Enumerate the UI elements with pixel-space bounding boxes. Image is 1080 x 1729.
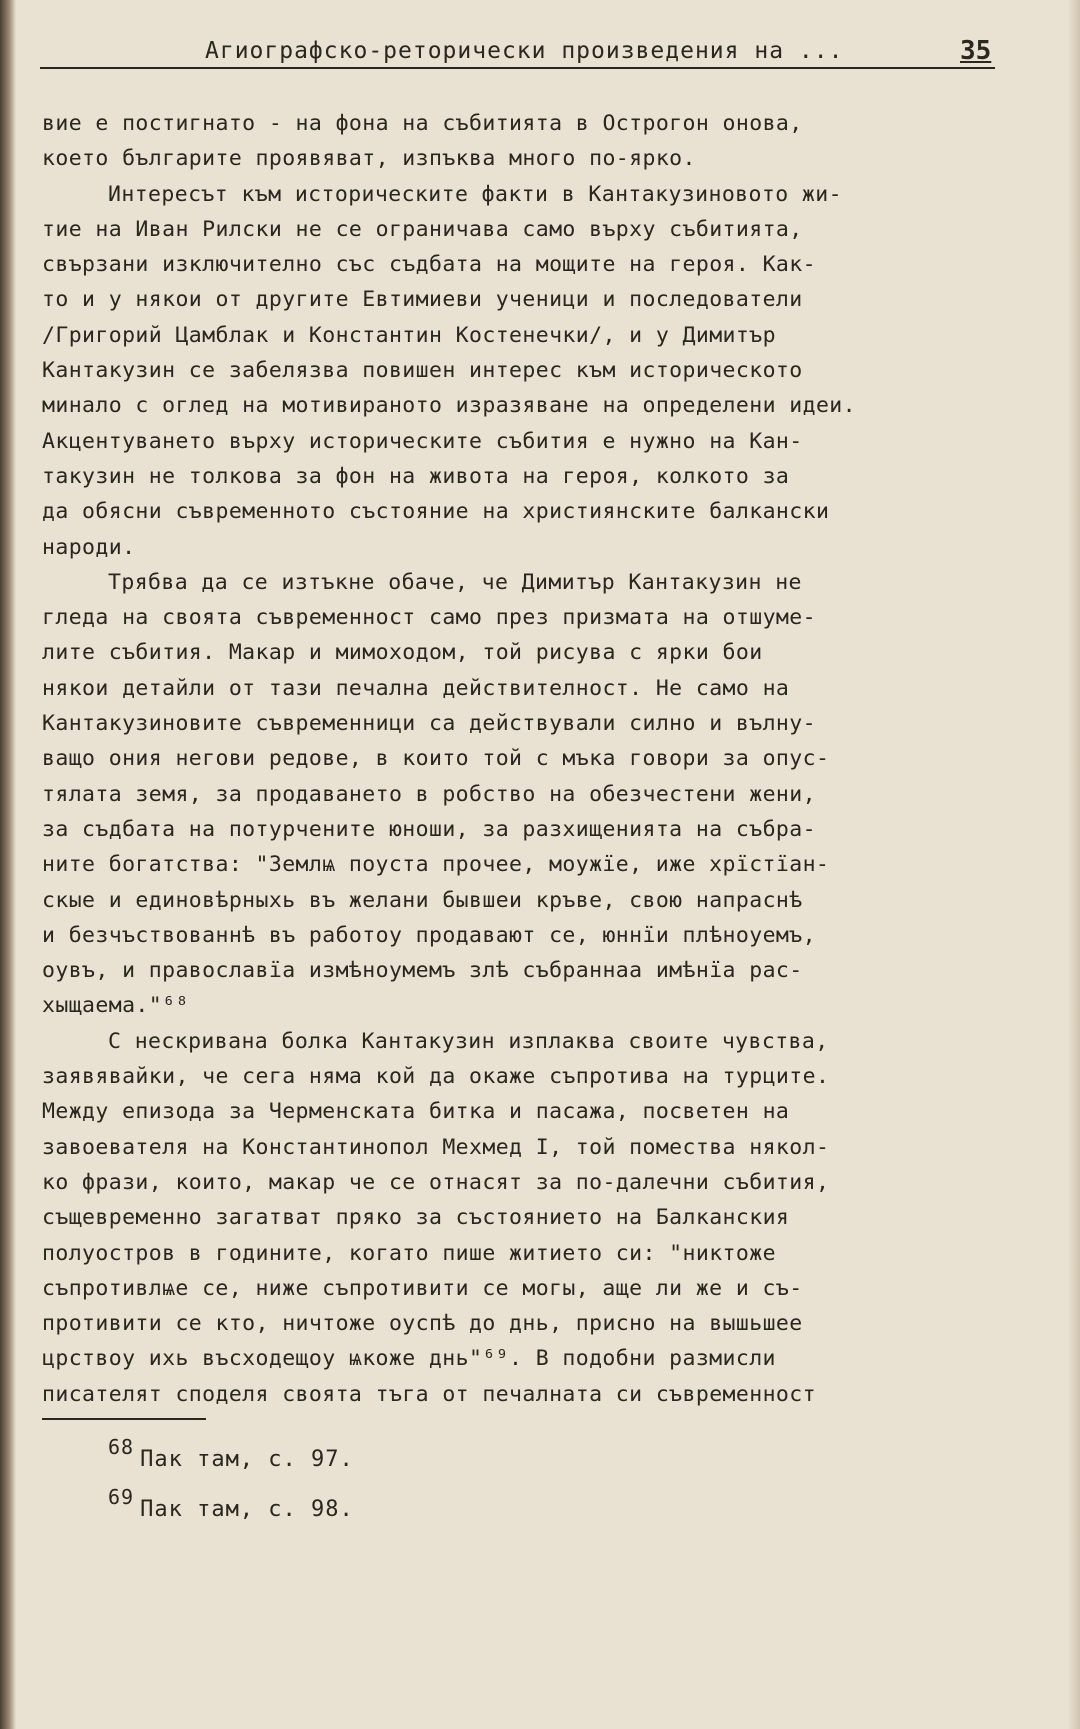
text-line: Акцентуването върху историческите събития е нужно на Кан- xyxy=(42,428,803,454)
text-line: ващо ония негови редове, в които той с мъка говори за опус- xyxy=(42,746,830,772)
page-right-edge xyxy=(1068,0,1080,1729)
page-number: 35 xyxy=(960,36,992,66)
text-line: Кантакузиновите съвременници са действували силно и вълну- xyxy=(42,711,816,737)
text-line: да обясни съвременното състояние на християнските балкански xyxy=(42,499,830,525)
footnote-number: 69 xyxy=(108,1485,135,1509)
text-line: вие е постигнато - на фона на събитията в Острогон онова, xyxy=(42,111,803,136)
text-line: някои детайли от тази печална действителност. Не само на xyxy=(42,675,790,701)
body-text xyxy=(42,106,1022,1412)
footnote-text: Пак там, с. 97. xyxy=(140,1447,354,1472)
text-line: заявявайки, че сега няма кой да окаже съпротива на турците. xyxy=(42,1064,830,1090)
text-line: и безчъствованнѣ въ работоу продавают се, юннїи плѣноуемъ, xyxy=(42,922,816,948)
text-line: за съдбата на потурчените юноши, за разхищенията на събра- xyxy=(42,816,816,842)
text-line: /Григорий Цамблак и Константин Костенечки/, и у Димитър xyxy=(42,322,776,348)
text-line: ните богатства: "Землѩ поуста прочее, моужїе, иже хрїстїан- xyxy=(42,852,830,878)
text-line: оувъ, и православїа измѣноумемъ злѣ събраннаа имѣнїа рас- xyxy=(42,958,803,984)
footnote-number: 68 xyxy=(108,1435,135,1459)
text-line: Трябва да се изтъкне обаче, че Димитър Кантакузин не xyxy=(108,569,802,595)
text-line: хыщаема."⁶⁸ xyxy=(42,993,189,1019)
text-line: писателят споделя своята тъга от печалната си съвременност xyxy=(42,1381,816,1407)
text-line: такузин не толкова за фон на живота на героя, колкото за xyxy=(42,463,790,489)
text-line: което българите проявяват, изпъква много по-ярко. xyxy=(42,146,696,172)
text-line: црствоу ихь въсходещоу ѩкоже днь"⁶⁹. В подобни размисли xyxy=(42,1346,776,1372)
text-line: то и у някои от другите Евтимиеви ученици и последователи xyxy=(42,287,803,313)
text-line: Интересът към историческите факти в Кантакузиновото жи- xyxy=(108,181,842,207)
text-line: съпротивлѩе се, ниже съпротивити се могы, аще ли же и съ- xyxy=(42,1275,803,1301)
page-header xyxy=(40,38,1000,72)
page-left-edge xyxy=(0,0,16,1729)
text-line: скые и единовѣрныхь въ желани бывшеи кръве, свою напраснѣ xyxy=(42,887,803,913)
text-line: полуостров в годините, когато пише житието си: "никтоже xyxy=(42,1240,776,1266)
text-line: противити се кто, ничтоже оуспѣ до днь, присно на вышьшее xyxy=(42,1311,803,1337)
text-line: тие на Иван Рилски не се ограничава само върху събитията, xyxy=(42,216,803,242)
footnote-68 xyxy=(108,1435,354,1472)
text-line: С нескривана болка Кантакузин изплаква своите чувства, xyxy=(108,1028,829,1054)
text-line: тялата земя, за продаването в робство на обезчестени жени, xyxy=(42,781,816,807)
footnote-text: Пак там, с. 98. xyxy=(140,1497,354,1522)
text-line: завоевателя на Константинопол Мехмед I, той помества някол- xyxy=(42,1134,830,1160)
text-line: същевременно загатват пряко за състоянието на Балканския xyxy=(42,1205,790,1231)
text-line: лите събития. Макар и мимоходом, той рисува с ярки бои xyxy=(42,640,763,666)
text-line: Между епизода за Черменската битка и пасажа, посветен на xyxy=(42,1099,790,1125)
text-line: Кантакузин се забелязва повишен интерес към историческото xyxy=(42,358,803,384)
text-line: народи. xyxy=(42,534,136,560)
text-line: минало с оглед на мотивираното изразяване на определени идеи. xyxy=(42,393,856,419)
footnote-69 xyxy=(108,1485,354,1522)
footnote-rule xyxy=(42,1418,206,1420)
running-title: Агиографско-реторически произведения на ... xyxy=(205,38,844,64)
header-rule xyxy=(40,67,995,69)
text-line: ко фрази, които, макар че се отнасят за по-далечни събития, xyxy=(42,1169,830,1195)
text-line: свързани изключително със съдбата на мощите на героя. Как- xyxy=(42,252,816,278)
text-line: гледа на своята съвременност само през призмата на отшуме- xyxy=(42,605,816,631)
